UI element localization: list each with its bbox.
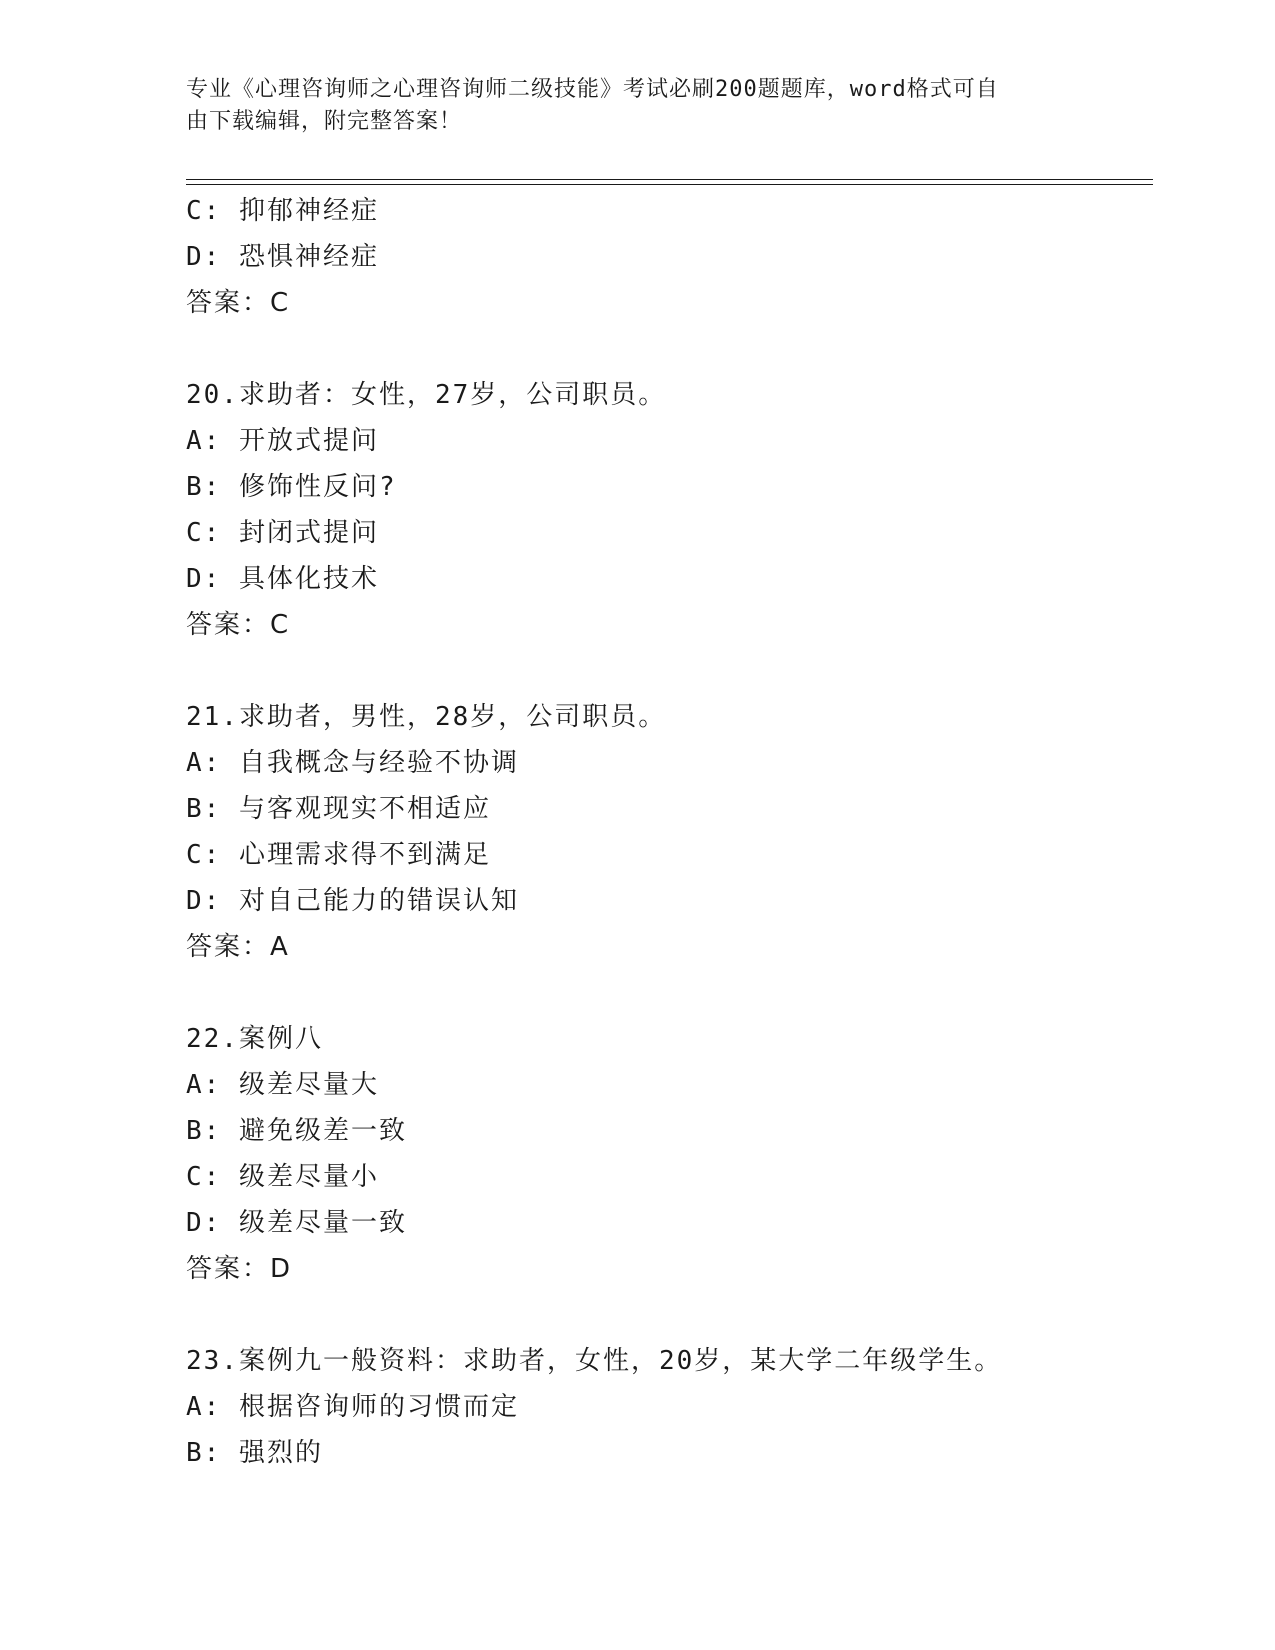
option-b: B: 强烈的 — [186, 1438, 323, 1468]
header-line-1: 专业《心理咨询师之心理咨询师二级技能》考试必刷200题题库，word格式可自 — [186, 77, 999, 102]
header-line-2: 由下载编辑，附完整答案！ — [186, 109, 463, 134]
document-header — [186, 74, 1086, 138]
option-a: A: 开放式提问 — [186, 426, 379, 456]
spacer — [186, 648, 1146, 694]
spacer — [186, 326, 1146, 372]
question-stem: 23.案例九一般资料：求助者，女性，20岁，某大学二年级学生。 — [186, 1346, 1003, 1376]
option-c: C: 封闭式提问 — [186, 518, 379, 548]
option-a: A: 根据咨询师的习惯而定 — [186, 1392, 519, 1422]
answer: 答案：A — [186, 932, 290, 962]
option-a: A: 自我概念与经验不协调 — [186, 748, 519, 778]
option-d: D: 对自己能力的错误认知 — [186, 886, 519, 916]
question-21 — [186, 694, 1146, 970]
question-stem: 22.案例八 — [186, 1024, 323, 1054]
question-23 — [186, 1338, 1146, 1476]
question-list — [186, 188, 1146, 1476]
option-d: D: 级差尽量一致 — [186, 1208, 407, 1238]
option-c: C: 抑郁神经症 — [186, 196, 379, 226]
answer: 答案：C — [186, 610, 291, 640]
option-b: B: 与客观现实不相适应 — [186, 794, 491, 824]
answer: 答案：C — [186, 288, 291, 318]
answer: 答案：D — [186, 1254, 293, 1284]
option-b: B: 修饰性反问? — [186, 472, 397, 502]
header-divider-bottom — [186, 184, 1153, 185]
header-divider-top — [186, 179, 1153, 180]
option-a: A: 级差尽量大 — [186, 1070, 379, 1100]
option-d: D: 具体化技术 — [186, 564, 379, 594]
question-19-tail — [186, 188, 1146, 326]
option-c: C: 级差尽量小 — [186, 1162, 379, 1192]
spacer — [186, 1292, 1146, 1338]
option-b: B: 避免级差一致 — [186, 1116, 407, 1146]
question-22 — [186, 1016, 1146, 1292]
question-20 — [186, 372, 1146, 648]
spacer — [186, 970, 1146, 1016]
question-stem: 21.求助者，男性，28岁，公司职员。 — [186, 702, 667, 732]
option-d: D: 恐惧神经症 — [186, 242, 379, 272]
question-stem: 20.求助者：女性，27岁，公司职员。 — [186, 380, 667, 410]
option-c: C: 心理需求得不到满足 — [186, 840, 491, 870]
